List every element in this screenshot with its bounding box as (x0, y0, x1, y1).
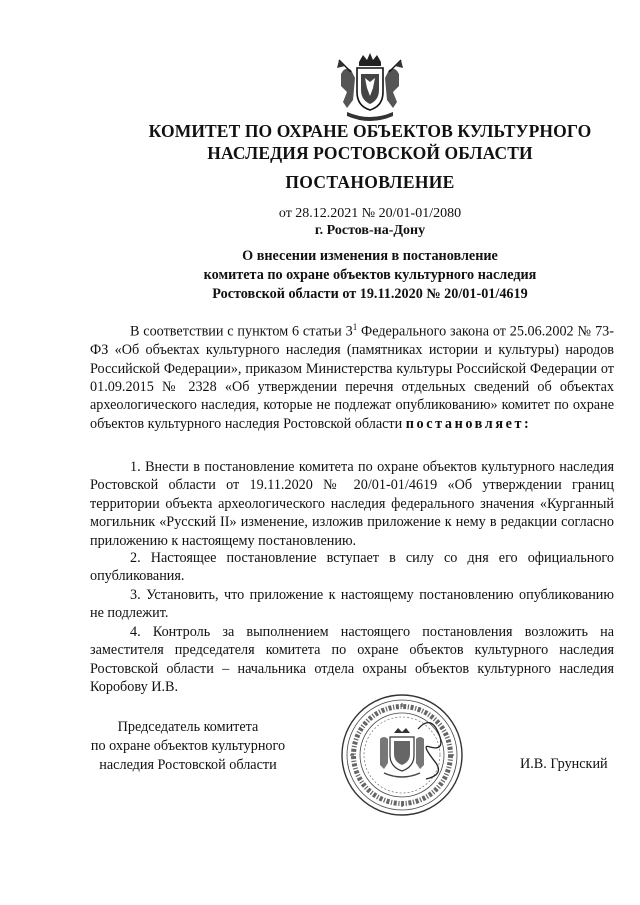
subject-line2: комитета по охране объектов культурного наследия (203, 267, 537, 283)
signatory-title-line2: по охране объектов культурного (90, 738, 286, 754)
official-seal-stamp (340, 693, 464, 817)
date-and-number: от 28.12.2021 № 20/01-01/2080 (278, 206, 462, 221)
issuing-city: г. Ростов-на-Дону (314, 223, 426, 238)
signatory-name: И.В. Грунский (520, 756, 608, 772)
signatory-title-line3: наследия Ростовской области (99, 757, 277, 773)
signatory-title (78, 718, 298, 775)
coat-of-arms-emblem (335, 52, 405, 126)
subject-line3: Ростовской области от 19.11.2020 № 20/01-01/4619 (212, 286, 528, 302)
preamble-part2: Федерального закона от 25.06.2002 № 73-ФЗ «Об объектах культурного наследия (памятниках истории и культуры) народов Российской Федерации», приказом Министерства культуры Российской Федерации от 01.09.2015 № 2328 «Об утверждении перечня отдельных сведений об объектах археологического наследия, которые не подлежат опубликованию» комитет по охране объектов культурного наследия Ростовской области (90, 323, 614, 432)
org-name-line1: КОМИТЕТ ПО ОХРАНЕ ОБЪЕКТОВ КУЛЬТУРНОГО (148, 121, 592, 141)
org-name-line2: НАСЛЕДИЯ РОСТОВСКОЙ ОБЛАСТИ (207, 143, 533, 163)
preamble-paragraph (90, 318, 614, 433)
subject-line1: О внесении изменения в постановление (242, 248, 498, 264)
signatory-title-line1: Председатель комитета (117, 719, 259, 735)
decree-word: постановляет: (405, 415, 532, 432)
document-type-title: ПОСТАНОВЛЕНИЕ (285, 172, 455, 192)
item-2-paragraph: 2. Настоящее постановление вступает в силу со дня его официального опубликования. (90, 550, 614, 585)
article-superscript: 1 (352, 322, 358, 332)
item-4-paragraph: 4. Контроль за выполнением настоящего постановления возложить на заместителя председателя комитета по охране объектов культурного наследия Ростовской области – начальника отдела охраны объектов культурного наследия Коробову И.В. (90, 624, 614, 696)
item-1-paragraph: 1. Внести в постановление комитета по охране объектов культурного наследия Ростовской области от 19.11.2020 № 20/01-01/4619 «Об утверждении границ территории объекта археологического наследия федерального значения «Курганный могильник «Русский II» изменение, изложив приложение к нему в редакции согласно приложению к настоящему постановлению. (90, 459, 614, 549)
item-3-paragraph: 3. Установить, что приложение к настоящему постановлению опубликованию не подлежит. (90, 587, 614, 622)
preamble-part1: В соответствии с пунктом 6 статьи 3 (130, 323, 353, 340)
